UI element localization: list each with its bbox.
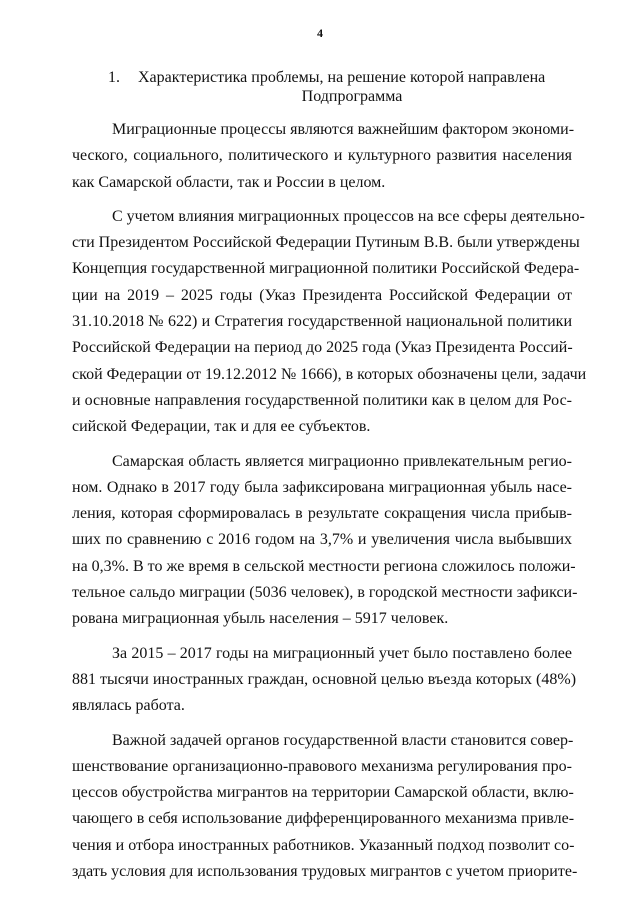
paragraph-line: цессов обустройства мигрантов на территории Самарской области, вклю-	[72, 784, 574, 802]
section-heading	[72, 68, 572, 106]
paragraph-line: как Самарской области, так и России в целом.	[72, 173, 386, 191]
paragraph-line: ления, которая сформировалась в результате сокращения числа прибыв-	[72, 505, 572, 523]
paragraph	[72, 204, 587, 441]
page-number: 4	[317, 26, 323, 40]
section-title-text: Характеристика проблемы, на решение которой направлена	[138, 69, 546, 86]
paragraph-line: 881 тысячи иностранных граждан, основной целью въезда которых (48%)	[72, 670, 577, 688]
paragraph-line: здать условия для использования трудовых мигрантов с учетом приорите-	[72, 863, 578, 881]
paragraph-line: Важной задачей органов государственной власти становится совер-	[112, 731, 574, 749]
paragraph	[72, 641, 577, 720]
paragraph-line: С учетом влияния миграционных процессов на все сферы деятельно-	[112, 207, 585, 225]
paragraph-line: сти Президентом Российской Федерации Путиным В.В. были утверждены	[72, 234, 580, 252]
paragraph-line: 31.10.2018 № 622) и Стратегия государственной национальной политики	[72, 313, 572, 331]
paragraph-line: являлась работа.	[72, 697, 185, 715]
paragraph-line: рована миграционная убыль населения – 5917 человек.	[72, 610, 449, 628]
paragraph-line: Российской Федерации на период до 2025 года (Указ Президента Россий-	[72, 339, 573, 357]
paragraph-line: ции на 2019 – 2025 годы (Указ Президента Российской Федерации от	[72, 286, 572, 304]
paragraph-line: За 2015 – 2017 годы на миграционный учет было поставлено более	[112, 644, 572, 662]
paragraph-line: ской Федерации от 19.12.2012 № 1666), в которых обозначены цели, задачи	[72, 365, 587, 383]
paragraph	[72, 728, 578, 886]
section-heading-line1	[72, 68, 572, 87]
paragraph-line: Самарская область является миграционно привлекательным регио-	[112, 452, 572, 470]
paragraph-line: чения и отбора иностранных работников. Указанный подход позволит со-	[72, 836, 575, 854]
paragraph	[72, 449, 578, 633]
paragraph-line: и основные направления государственной политики как в целом для Рос-	[72, 391, 572, 409]
paragraph-line: шенствование организационно-правового механизма регулирования про-	[72, 757, 572, 775]
paragraph	[72, 117, 575, 196]
paragraph-line: ших по сравнению с 2016 годом на 3,7% и увеличения числа выбывших	[72, 531, 572, 549]
paragraph-line: чающего в себя использование дифференцированного механизма привле-	[72, 810, 575, 828]
paragraph-line: Миграционные процессы являются важнейшим фактором экономи-	[112, 121, 575, 138]
body-text	[72, 117, 587, 885]
section-title-line2: Подпрограмма	[301, 88, 403, 105]
paragraph-line: тельное сальдо миграции (5036 человек), в городской местности зафикси-	[72, 584, 578, 602]
paragraph-line: на 0,3%. В то же время в сельской местности региона сложилось положи-	[72, 557, 576, 575]
paragraph-line: Концепция государственной миграционной политики Российской Федера-	[72, 260, 580, 278]
paragraph-line: сийской Федерации, так и для ее субъектов.	[72, 418, 371, 436]
section-number: 1.	[108, 69, 120, 86]
paragraph-line: ческого, социального, политического и культурного развития населения	[72, 147, 572, 165]
paragraph-line: ном. Однако в 2017 году была зафиксирована миграционная убыль насе-	[72, 478, 572, 496]
